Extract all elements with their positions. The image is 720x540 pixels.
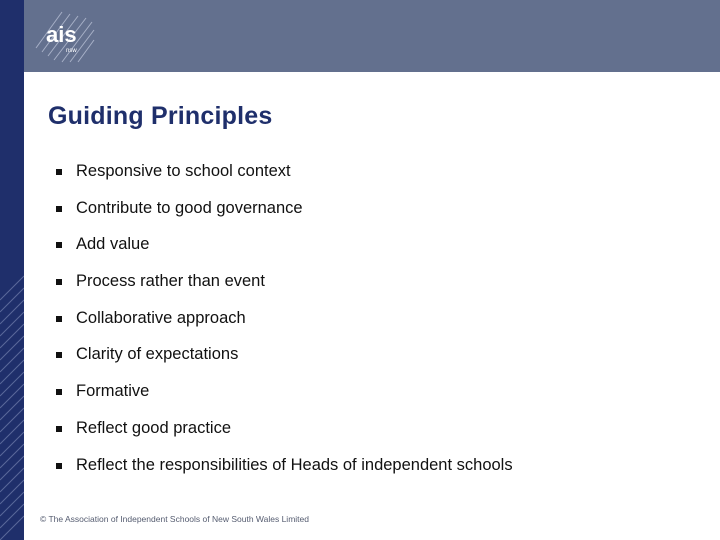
- list-item-text: Clarity of expectations: [76, 345, 239, 363]
- square-bullet-icon: [56, 206, 62, 212]
- square-bullet-icon: [56, 352, 62, 358]
- list-item-text: Formative: [76, 382, 150, 400]
- copyright-footer: © The Association of Independent Schools of New South Wales Limited: [40, 514, 309, 524]
- square-bullet-icon: [56, 169, 62, 175]
- header-band: [24, 0, 720, 72]
- list-item-text: Collaborative approach: [76, 309, 246, 327]
- slide-title: Guiding Principles: [48, 102, 273, 130]
- square-bullet-icon: [56, 389, 62, 395]
- list-item-text: Add value: [76, 235, 150, 253]
- logo-text: ais: [46, 22, 77, 47]
- list-item-text: Reflect good practice: [76, 419, 232, 437]
- square-bullet-icon: [56, 463, 62, 469]
- square-bullet-icon: [56, 426, 62, 432]
- list-item-text: Contribute to good governance: [76, 199, 303, 217]
- list-item-text: Reflect the responsibilities of Heads of independent schools: [76, 456, 513, 474]
- ais-logo: [32, 8, 96, 64]
- square-bullet-icon: [56, 242, 62, 248]
- list-item-text: Responsive to school context: [76, 162, 291, 180]
- list-item-text: Process rather than event: [76, 272, 265, 290]
- square-bullet-icon: [56, 316, 62, 322]
- logo-subtext: nsw: [66, 48, 77, 54]
- left-accent-bar: [0, 0, 24, 540]
- diagonal-hatch-pattern: [0, 0, 24, 540]
- square-bullet-icon: [56, 279, 62, 285]
